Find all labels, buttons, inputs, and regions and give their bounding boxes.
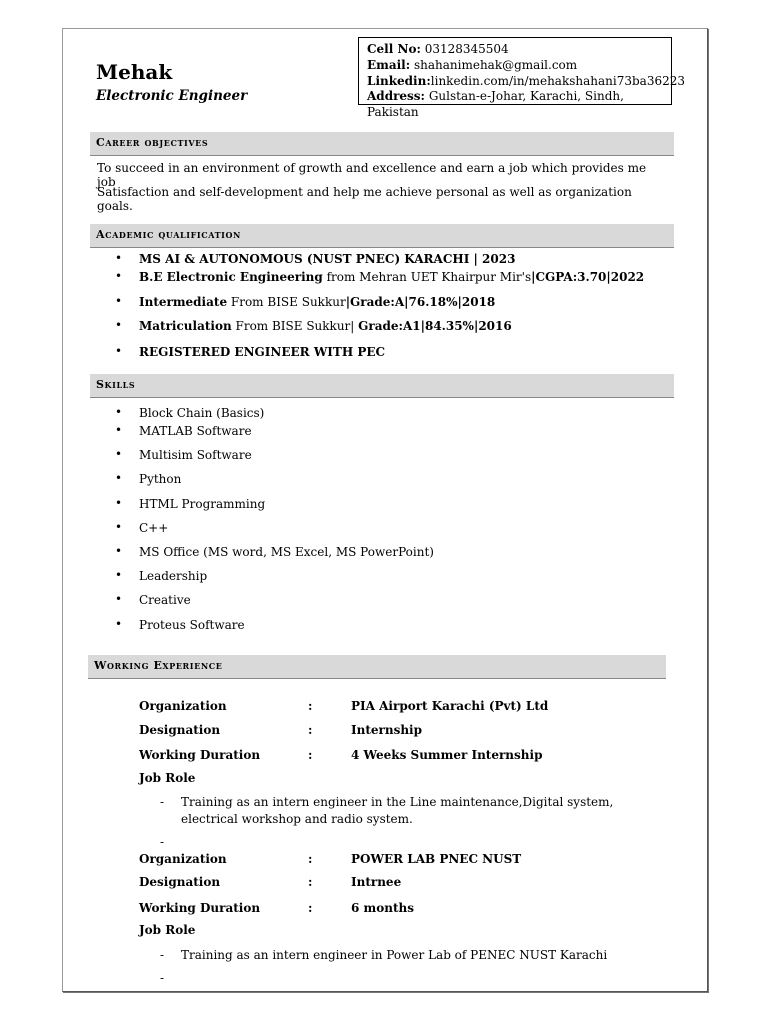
job1-duration-value: 4 Weeks Summer Internship <box>351 748 543 762</box>
address-value: Gulstan-e-Johar, Karachi, Sindh, Pakistan <box>367 89 624 120</box>
contact-email <box>367 58 663 74</box>
skill-text: Python <box>139 472 182 486</box>
job1-designation-label: Designation <box>139 723 221 737</box>
job2-organization-value: POWER LAB PNEC NUST <box>351 852 522 866</box>
job1-empty-dash: - <box>160 835 165 849</box>
job2-organization-label: Organization <box>139 852 227 866</box>
contact-box <box>358 37 686 120</box>
cell-label: Cell No: <box>367 42 421 56</box>
academic-institute: from Mehran UET Khairpur Mir's <box>322 270 532 284</box>
cell-value: 03128345504 <box>420 42 509 56</box>
email-value: shahanimehak@gmail.com <box>410 57 578 72</box>
job1-task: Training as an intern engineer in the Line maintenance,Digital system, electrical workshop and radio system. <box>181 795 614 826</box>
job1-designation-value: Internship <box>351 723 422 737</box>
address-label: Address: <box>367 89 425 104</box>
section-skills: Skills <box>90 374 674 398</box>
contact-cell <box>367 42 663 58</box>
academic-institute: From BISE Sukkur <box>227 295 346 309</box>
email-label: Email: <box>367 57 411 72</box>
section-working-experience: Working Experience <box>88 655 666 679</box>
academic-degree: Intermediate <box>139 295 228 309</box>
skill-text: Creative <box>139 593 191 607</box>
skill-text: MS Office (MS word, MS Excel, MS PowerPoint) <box>139 545 434 559</box>
job2-duration-value: 6 months <box>351 901 414 915</box>
linkedin-label: Linkedin: <box>367 73 431 88</box>
job2-task: Training as an intern engineer in Power Lab of PENEC NUST Karachi <box>181 948 608 962</box>
job2-jobrole-label: Job Role <box>139 923 196 937</box>
job2-task-dash: - <box>160 948 165 962</box>
job1-organization-value: PIA Airport Karachi (Pvt) Ltd <box>351 699 549 713</box>
job2-duration-label: Working Duration <box>139 901 261 915</box>
contact-address <box>367 89 663 121</box>
section-career-objectives: Career objectives <box>90 132 674 156</box>
academic-grade: Grade:A1|84.35%|2016 <box>358 319 512 333</box>
job2-organization-colon: : <box>308 852 313 866</box>
skill-text: Leadership <box>139 569 208 583</box>
job2-empty-dash: - <box>160 971 165 985</box>
academic-degree: B.E Electronic Engineering <box>139 270 323 284</box>
academic-degree: Matriculation <box>139 319 232 333</box>
career-text-line-1: To succeed in an environment of growth and excellence and earn a job which provides me job <box>97 161 647 189</box>
skill-text: Multisim Software <box>139 448 252 462</box>
job2-designation-label: Designation <box>139 875 221 889</box>
job1-organization-colon: : <box>308 699 313 713</box>
job1-jobrole-label: Job Role <box>139 771 196 785</box>
career-text-line-2: Satisfaction and self-development and help me achieve personal as well as organization goals. <box>97 185 632 213</box>
academic-grade: |CGPA:3.70|2022 <box>531 270 645 284</box>
job2-duration-colon: : <box>308 901 313 915</box>
job1-duration-colon: : <box>308 748 313 762</box>
linkedin-value: linkedin.com/in/mehakshahani73ba36223 <box>430 73 686 88</box>
academic-grade: |Grade:A|76.18%|2018 <box>345 295 496 309</box>
skill-text: Block Chain (Basics) <box>139 406 265 420</box>
section-academic-qualification: Academic qualification <box>90 224 674 248</box>
job1-task-dash: - <box>160 795 165 809</box>
skill-text: HTML Programming <box>139 497 266 511</box>
contact-linkedin <box>367 73 686 90</box>
academic-institute: From BISE Sukkur| <box>231 319 359 333</box>
job1-duration-label: Working Duration <box>139 748 261 762</box>
skill-text: Proteus Software <box>139 618 245 632</box>
academic-item-text: REGISTERED ENGINEER WITH PEC <box>139 345 386 359</box>
job2-designation-value: Intrnee <box>351 875 402 889</box>
job2-designation-colon: : <box>308 875 313 889</box>
academic-item-text: MS AI & AUTONOMOUS (NUST PNEC) KARACHI | 2023 <box>139 252 516 266</box>
job1-organization-label: Organization <box>139 699 227 713</box>
candidate-role: Electronic Engineer <box>96 88 248 104</box>
skill-text: C++ <box>139 521 169 535</box>
skill-text: MATLAB Software <box>139 424 252 438</box>
job1-designation-colon: : <box>308 723 313 737</box>
candidate-name: Mehak <box>96 60 173 84</box>
